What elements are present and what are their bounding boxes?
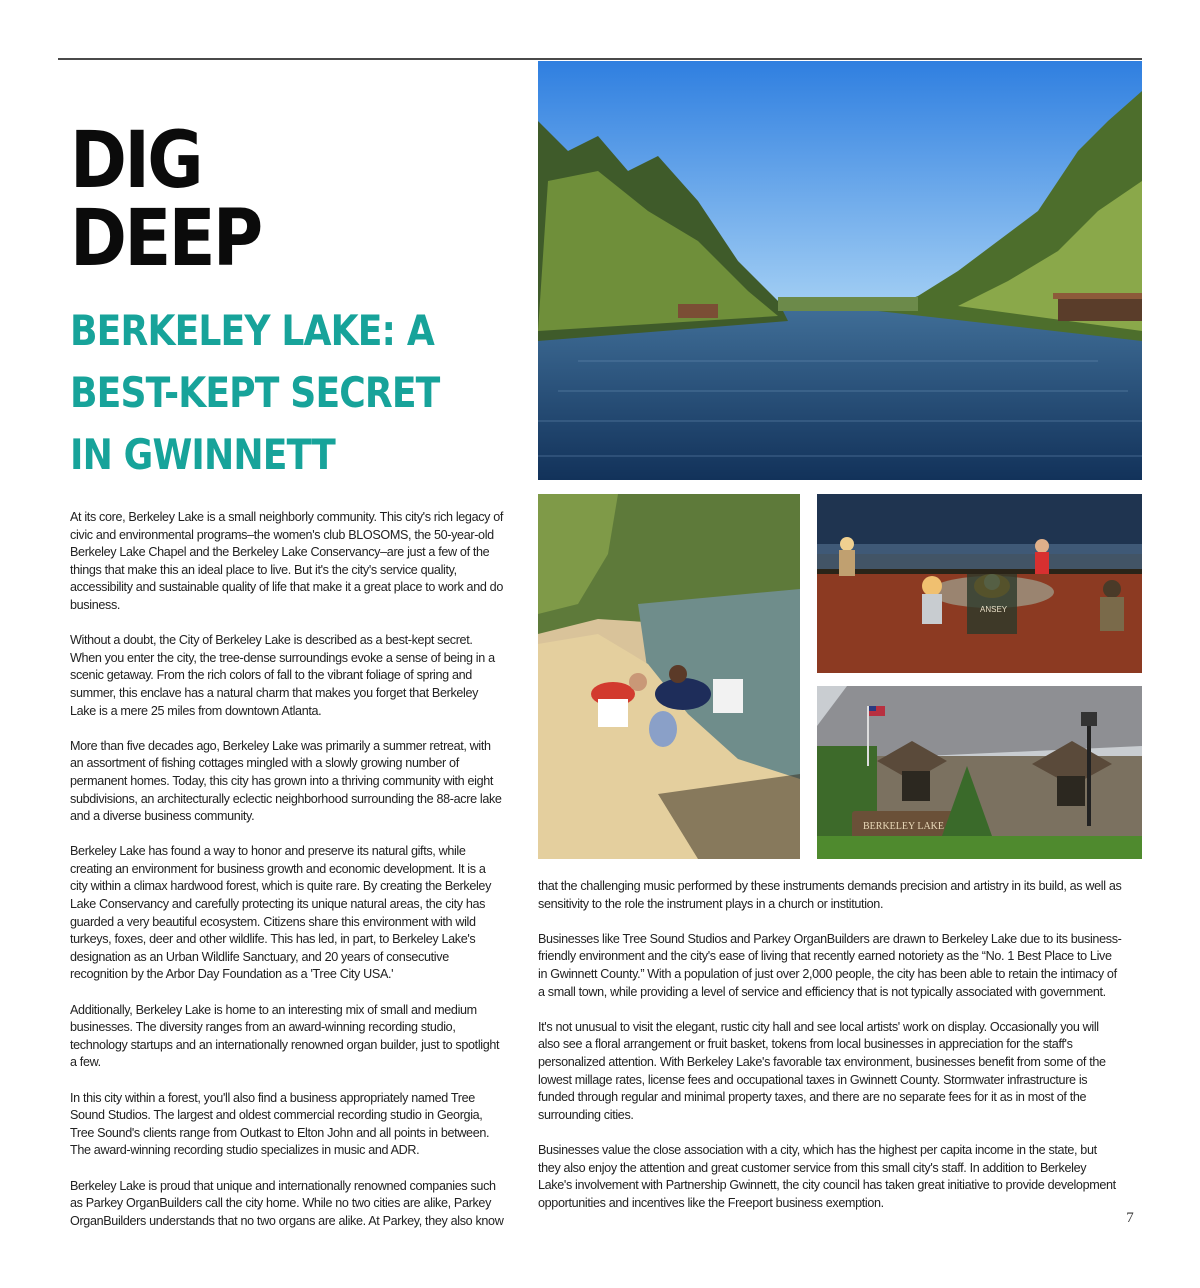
paragraph: Berkeley Lake is proud that unique and internationally renowned companies such as Parkey OrganBuilders call the city home. While no two cities are alike, Parkey OrganBuilders understands that no two organs are alike. At Parkey, they also know [70,1178,504,1228]
shirt-text: ANSEY [980,605,1008,614]
section-kicker [70,116,261,284]
lake-photo [538,61,1142,480]
beach-photo [538,494,800,859]
kicker-line-1: DIG [70,116,201,206]
city-hall-photo [817,686,1142,859]
paragraph: Businesses like Tree Sound Studios and Parkey OrganBuilders are drawn to Berkeley Lake due to its business-friendly environment and the city's ease of living that recently earned notoriety as the “No. 1 Best Place to Live in Gwinnett County.” With a population of just over 2,000 people, the city has been able to retain the intimacy of a small town, while providing a level of service and efficiency that is not typically associated with government. [538,931,1122,999]
article-column-2 [538,878,1122,1230]
paragraph: Without a doubt, the City of Berkeley Lake is described as a best-kept secret. When you enter the city, the tree-dense surroundings evoke a sense of being in a scenic getaway. From the rich colors of fall to the vibrant foliage of spring and summer, this enclave has a natural charm that makes you forget that Berkeley Lake is a mere 25 miles from downtown Atlanta. [70,633,495,718]
paragraph: More than five decades ago, Berkeley Lake was primarily a summer retreat, with an assortment of fishing cottages mingled with a slowly growing number of permanent homes. Today, this city has grown into a thriving community with eight subdivisions, an architecturally eclectic neighborhood surrounding the 88-acre lake and a diverse business community. [70,738,502,824]
paragraph: Berkeley Lake has found a way to honor and preserve its natural gifts, while creating an environment for business growth and economic development. It is a city within a climax hardwood forest, which is quite rare. By creating the Berkeley Lake Conservancy and carefully protecting its unique natural areas, the city has guarded a very beautiful ecosystem. Citizens share this environment with wild turkeys, foxes, deer and other wildlife. This has led, in part, to Berkeley Lake's designation as an Urban Wildlife Sanctuary, and 20 years of consecutive recognition by the Arbor Day Foundation as a 'Tree City USA.' [70,844,492,982]
city-sign-text: BERKELEY LAKE [863,821,945,832]
article-column-1 [70,509,506,1248]
paragraph: At its core, Berkeley Lake is a small neighborly community. This city's rich legacy of civic and environmental programs–the women's club BLOSOMS, the 50-year-old Berkeley Lake Chapel and the Berkeley Lake Conservancy–are just a few of the things that make this an ideal place to live. But it's the city's service quality, accessibility and sustainable quality of life that make it a great place to work and do business. [70,510,504,612]
kicker-line-2: DEEP [70,194,261,284]
paragraph: It's not unusual to visit the elegant, rustic city hall and see local artists' work on display. Occasionally you will also see a floral arrangement or fruit basket, tokens from local businesses in appreciation for the staff's personalized attention. With Berkeley Lake's favorable tax environment, businesses benefit from some of the lowest millage rates, license fees and occupational taxes in Gwinnett County. Stormwater infrastructure is funded through regular and minimal property taxes, and there are no separate fees for it as in most of the surrounding cities. [538,1019,1106,1122]
campfire-photo [817,494,1142,673]
paragraph: Additionally, Berkeley Lake is home to an interesting mix of small and medium businesses. The diversity ranges from an award-winning recording studio, technology startups and an internationally renowned organ builder, just to spotlight a few. [70,1002,500,1070]
article-headline: BERKELEY LAKE: A BEST-KEPT SECRET IN GWINNETT [70,306,440,479]
page-number: 7 [1126,1210,1134,1226]
top-rule [58,58,1142,60]
paragraph: In this city within a forest, you'll also find a business appropriately named Tree Sound Studios. The largest and oldest commercial recording studio in Georgia, Tree Sound's clients range from Outkast to Elton John and all points in between. The award-winning recording studio specializes in music and ADR. [70,1090,490,1158]
paragraph: that the challenging music performed by these instruments demands precision and artistry in its build, as well as sensitivity to the role the instrument plays in a church or institution. [538,879,1122,911]
paragraph: Businesses value the close association with a city, which has the highest per capita income in the state, but they also enjoy the attention and great customer service from this small city's staff. In addition to Berkeley Lake's involvement with Partnership Gwinnett, the city council has taken great initiative to provide development opportunities and incentives like the Freeport business exemption. [538,1142,1116,1210]
